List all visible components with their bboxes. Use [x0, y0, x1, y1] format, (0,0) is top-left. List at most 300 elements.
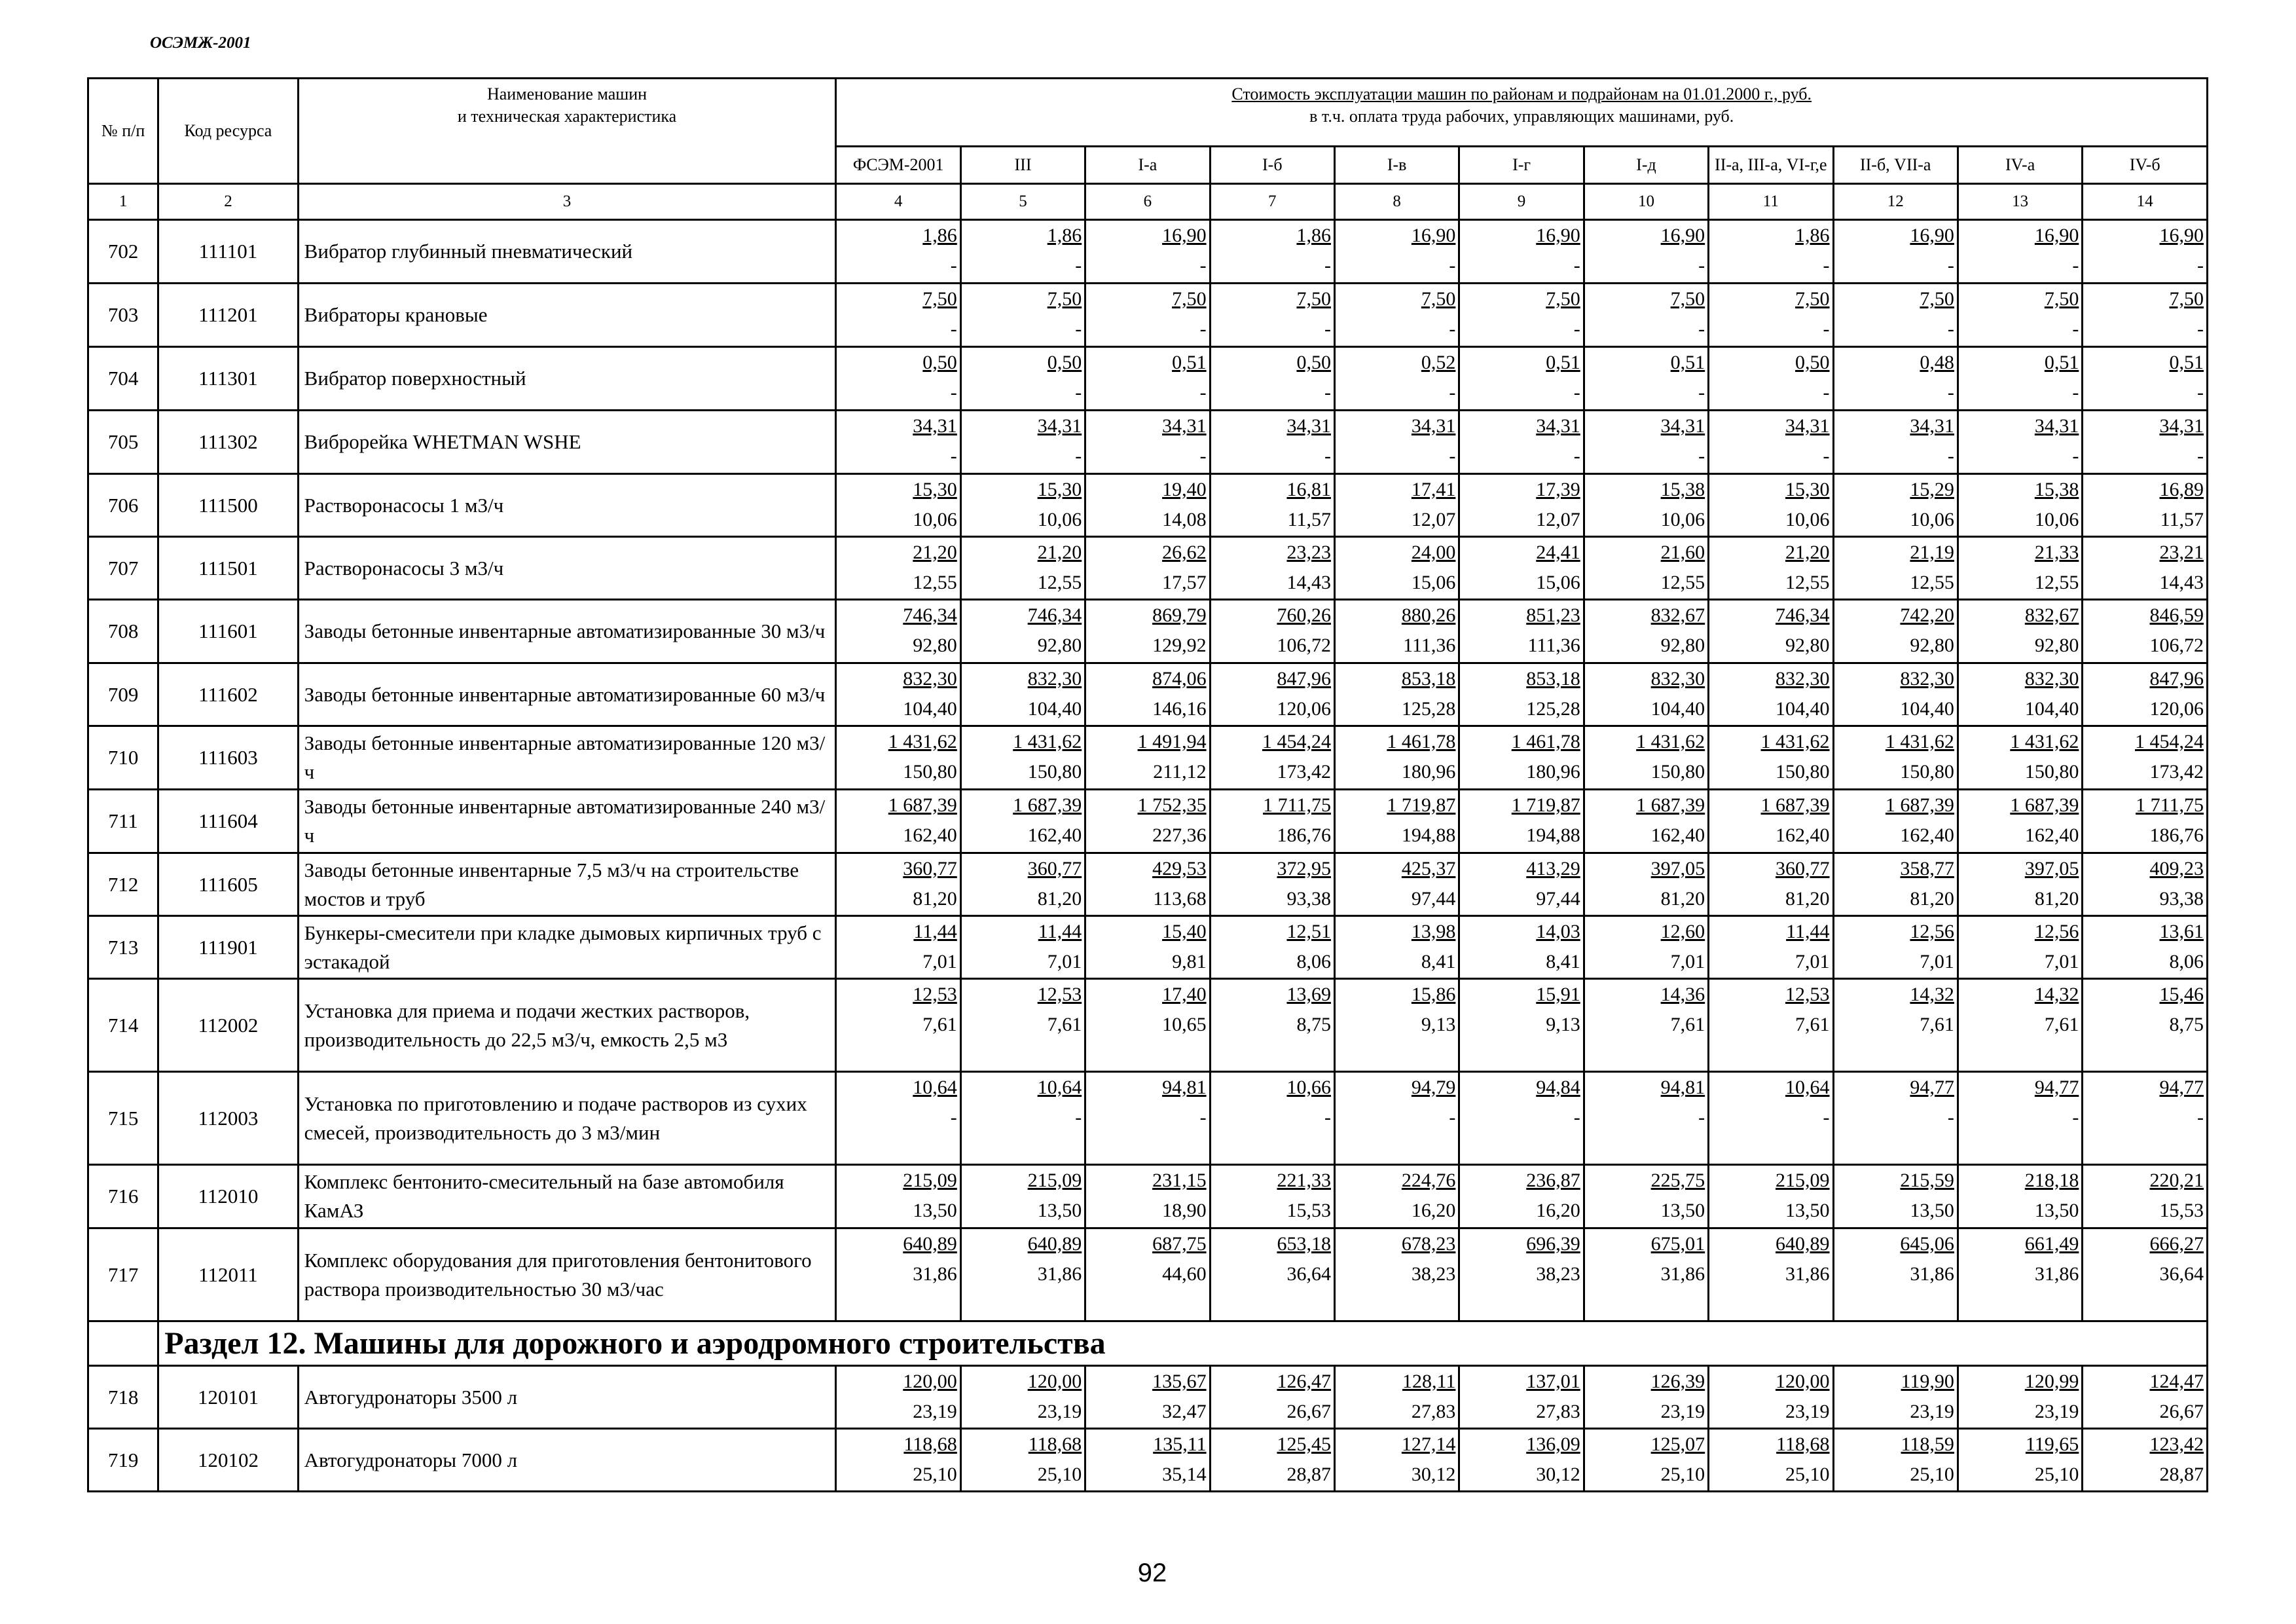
operating-cost: 661,49 [2024, 1233, 2079, 1255]
labor-cost: 7,01 [1670, 951, 1705, 972]
region-header: ФСЭМ-2001 [836, 147, 960, 184]
cost-cell [1334, 347, 1459, 411]
labor-cost: - [1698, 382, 1705, 403]
cost-cell [1958, 916, 2082, 979]
cost-cell [836, 537, 960, 600]
labor-cost: 27,83 [1536, 1401, 1580, 1422]
labor-cost: 28,87 [1286, 1464, 1331, 1485]
operating-cost: 12,51 [1286, 921, 1331, 942]
cost-cell [1709, 1429, 1833, 1492]
labor-cost: 15,53 [1286, 1200, 1331, 1221]
labor-cost: 32,47 [1162, 1401, 1207, 1422]
labor-cost: - [1324, 1107, 1331, 1128]
cost-cell [2083, 1228, 2208, 1321]
machine-name: Вибратор глубинный пневматический [298, 220, 836, 284]
labor-cost: 162,40 [903, 824, 957, 846]
row-number: 718 [88, 1366, 158, 1429]
labor-cost: - [1573, 318, 1580, 340]
cost-cell [1709, 537, 1833, 600]
machine-name: Растворонасосы 1 м3/ч [298, 474, 836, 537]
labor-cost: 92,80 [1785, 635, 1830, 656]
operating-cost: 7,50 [922, 288, 957, 310]
operating-cost: 1 454,24 [1262, 731, 1331, 752]
cost-cell [1833, 1165, 1958, 1228]
operating-cost: 425,37 [1401, 858, 1456, 879]
cost-cell [1833, 1072, 1958, 1165]
labor-cost: - [1075, 445, 1082, 467]
labor-cost: 12,07 [1411, 509, 1456, 530]
labor-cost: 7,61 [1795, 1014, 1830, 1035]
operating-cost: 34,31 [1162, 415, 1207, 437]
cost-cell [1833, 600, 1958, 663]
operating-cost: 358,77 [1900, 858, 1954, 879]
operating-cost: 16,90 [2034, 225, 2079, 246]
labor-cost: 7,01 [1795, 951, 1830, 972]
labor-cost: 13,50 [2034, 1200, 2079, 1221]
labor-cost: - [1199, 382, 1207, 403]
cost-cell [1833, 726, 1958, 790]
operating-cost: 94,81 [1162, 1077, 1207, 1098]
labor-cost: 25,10 [1785, 1464, 1830, 1485]
cost-cell [1085, 1072, 1210, 1165]
cost-cell [1709, 411, 1833, 474]
cost-cell [960, 1072, 1085, 1165]
cost-cell [1709, 663, 1833, 726]
cost-cell [1958, 979, 2082, 1072]
cost-cell [1210, 474, 1334, 537]
labor-cost: 12,55 [913, 572, 957, 593]
operating-cost: 397,05 [2024, 858, 2079, 879]
cost-cell [1085, 411, 1210, 474]
cost-cell [1584, 663, 1708, 726]
cost-cell [960, 663, 1085, 726]
table-row [88, 537, 2208, 600]
operating-cost: 12,60 [1660, 921, 1705, 942]
cost-cell [1459, 853, 1584, 916]
operating-cost: 1 687,39 [888, 794, 957, 816]
operating-cost: 118,68 [1028, 1433, 1082, 1455]
cost-cell [1334, 663, 1459, 726]
resource-code: 111301 [158, 347, 298, 411]
cost-cell [2083, 1165, 2208, 1228]
operating-cost: 1 461,78 [1387, 731, 1456, 752]
machine-name: Заводы бетонные инвентарные автоматизированные 60 м3/ч [298, 663, 836, 726]
resource-code: 111101 [158, 220, 298, 284]
table-row [88, 1429, 2208, 1492]
cost-cell [960, 537, 1085, 600]
cost-cell [1584, 1366, 1708, 1429]
cost-cell [1459, 284, 1584, 347]
cost-cell [1958, 1429, 2082, 1492]
labor-cost: 150,80 [1776, 761, 1830, 783]
operating-cost: 24,00 [1411, 542, 1456, 563]
operating-cost: 1 431,62 [888, 731, 957, 752]
labor-cost: 104,40 [1027, 698, 1082, 720]
labor-cost: - [2072, 318, 2079, 340]
operating-cost: 16,90 [1660, 225, 1705, 246]
labor-cost: 7,61 [1670, 1014, 1705, 1035]
resource-code: 120102 [158, 1429, 298, 1492]
labor-cost: 211,12 [1153, 761, 1207, 783]
cost-cell [1709, 979, 1833, 1072]
labor-cost: 10,06 [2034, 509, 2079, 530]
labor-cost: 104,40 [1650, 698, 1705, 720]
resource-code: 120101 [158, 1366, 298, 1429]
column-number: 11 [1709, 184, 1833, 220]
labor-cost: 18,90 [1162, 1200, 1207, 1221]
table-row [88, 220, 2208, 284]
cost-cell [1334, 979, 1459, 1072]
labor-cost: 113,68 [1153, 888, 1207, 910]
operating-cost: 360,77 [903, 858, 957, 879]
operating-cost: 16,81 [1286, 479, 1331, 500]
operating-cost: 14,36 [1660, 984, 1705, 1005]
labor-cost: - [1324, 255, 1331, 276]
cost-cell [1085, 663, 1210, 726]
labor-cost: 104,40 [903, 698, 957, 720]
operating-cost: 409,23 [2149, 858, 2204, 879]
table-row [88, 284, 2208, 347]
operating-cost: 640,89 [1776, 1233, 1830, 1255]
cost-cell [1709, 600, 1833, 663]
operating-cost: 19,40 [1162, 479, 1207, 500]
operating-cost: 17,39 [1536, 479, 1580, 500]
section-spacer-cell [88, 1321, 158, 1366]
cost-cell [836, 663, 960, 726]
row-number: 717 [88, 1228, 158, 1321]
cost-cell [1459, 979, 1584, 1072]
cost-cell [1210, 790, 1334, 853]
labor-cost: 8,06 [1296, 951, 1331, 972]
labor-cost: - [1698, 318, 1705, 340]
labor-cost: - [1199, 255, 1207, 276]
labor-cost: 14,43 [2159, 572, 2204, 593]
operating-cost: 760,26 [1277, 604, 1331, 626]
cost-cell [1958, 474, 2082, 537]
operating-cost: 15,91 [1536, 984, 1580, 1005]
document-code: ОСЭМЖ-2001 [150, 34, 251, 52]
labor-cost: - [1823, 318, 1830, 340]
operating-cost: 1 687,39 [1885, 794, 1954, 816]
labor-cost: - [1449, 445, 1456, 467]
labor-cost: - [1075, 255, 1082, 276]
cost-cell [1459, 1072, 1584, 1165]
cost-cell [1085, 537, 1210, 600]
operating-cost: 360,77 [1027, 858, 1082, 879]
cost-cell [1334, 726, 1459, 790]
cost-cell [836, 853, 960, 916]
column-number: 10 [1584, 184, 1708, 220]
labor-cost: 28,87 [2159, 1464, 2204, 1485]
operating-cost: 135,11 [1153, 1433, 1207, 1455]
cost-cell [1958, 220, 2082, 284]
row-number: 712 [88, 853, 158, 916]
operating-cost: 0,50 [922, 352, 957, 373]
operating-cost: 1 431,62 [1636, 731, 1705, 752]
cost-cell [1459, 663, 1584, 726]
operating-cost: 16,90 [1910, 225, 1954, 246]
machine-name: Установка по приготовлению и подаче растворов из сухих смесей, производительность до 3 м3/мин [298, 1072, 836, 1165]
labor-cost: - [1573, 255, 1580, 276]
labor-cost: 104,40 [1900, 698, 1954, 720]
row-number: 705 [88, 411, 158, 474]
operating-cost: 15,46 [2159, 984, 2204, 1005]
labor-cost: - [1199, 318, 1207, 340]
cost-cell [1833, 979, 1958, 1072]
operating-cost: 7,50 [1795, 288, 1830, 310]
cost-cell [1833, 916, 1958, 979]
cost-cell [836, 1429, 960, 1492]
cost-cell [1334, 1072, 1459, 1165]
cost-cell [1584, 474, 1708, 537]
cost-cell [1958, 853, 2082, 916]
operating-cost: 696,39 [1526, 1233, 1580, 1255]
cost-cell [1459, 1366, 1584, 1429]
operating-cost: 851,23 [1526, 604, 1580, 626]
labor-cost: - [1947, 255, 1954, 276]
labor-cost: 7,61 [1920, 1014, 1954, 1035]
machine-name: Комплекс оборудования для приготовления бентонитового раствора производительностью 30 м3/час [298, 1228, 836, 1321]
operating-cost: 832,67 [1650, 604, 1705, 626]
cost-cell [836, 600, 960, 663]
labor-cost: 13,50 [1660, 1200, 1705, 1221]
cost-cell [2083, 790, 2208, 853]
cost-cell [960, 726, 1085, 790]
row-number: 709 [88, 663, 158, 726]
operating-cost: 7,50 [2169, 288, 2204, 310]
region-header: II-б, VII-а [1833, 147, 1958, 184]
cost-cell [1958, 1072, 2082, 1165]
labor-cost: 23,19 [1660, 1401, 1705, 1422]
machine-cost-table [87, 77, 2208, 1492]
cost-cell [1210, 663, 1334, 726]
operating-cost: 215,09 [1776, 1170, 1830, 1191]
column-number: 14 [2083, 184, 2208, 220]
labor-cost: - [1823, 255, 1830, 276]
cost-cell [1958, 347, 2082, 411]
cost-cell [836, 220, 960, 284]
operating-cost: 7,50 [1172, 288, 1207, 310]
cost-cell [2083, 220, 2208, 284]
operating-cost: 10,66 [1286, 1077, 1331, 1098]
section-title: Раздел 12. Машины для дорожного и аэродромного строительства [158, 1321, 2208, 1366]
cost-cell [1085, 979, 1210, 1072]
cost-cell [836, 411, 960, 474]
region-header: I-д [1584, 147, 1708, 184]
cost-cell [1459, 474, 1584, 537]
cost-cell [1709, 916, 1833, 979]
column-number: 8 [1334, 184, 1459, 220]
cost-cell [836, 790, 960, 853]
labor-cost: 92,80 [1660, 635, 1705, 656]
labor-cost: 25,10 [913, 1464, 957, 1485]
labor-cost: 30,12 [1536, 1464, 1580, 1485]
operating-cost: 34,31 [1411, 415, 1456, 437]
labor-cost: 81,20 [1660, 888, 1705, 910]
cost-cell [1958, 790, 2082, 853]
cost-cell [1833, 411, 1958, 474]
operating-cost: 220,21 [2149, 1170, 2204, 1191]
labor-cost: 93,38 [2159, 888, 2204, 910]
labor-cost: 150,80 [1027, 761, 1082, 783]
operating-cost: 666,27 [2149, 1233, 2204, 1255]
cost-cell [1584, 726, 1708, 790]
row-number: 710 [88, 726, 158, 790]
operating-cost: 13,61 [2159, 921, 2204, 942]
labor-cost: 14,43 [1286, 572, 1331, 593]
labor-cost: 162,40 [1900, 824, 1954, 846]
cost-cell [960, 1165, 1085, 1228]
row-number: 703 [88, 284, 158, 347]
labor-cost: - [2197, 445, 2204, 467]
labor-cost: 10,65 [1162, 1014, 1207, 1035]
operating-cost: 94,79 [1411, 1077, 1456, 1098]
labor-cost: - [1075, 1107, 1082, 1128]
operating-cost: 14,32 [2034, 984, 2079, 1005]
cost-cell [1459, 790, 1584, 853]
operating-cost: 23,21 [2159, 542, 2204, 563]
labor-cost: 16,20 [1536, 1200, 1580, 1221]
region-header: I-в [1334, 147, 1459, 184]
operating-cost: 21,20 [1037, 542, 1082, 563]
labor-cost: 31,86 [1910, 1263, 1954, 1285]
operating-cost: 7,50 [1421, 288, 1456, 310]
operating-cost: 7,50 [1670, 288, 1705, 310]
labor-cost: 150,80 [1650, 761, 1705, 783]
labor-cost: - [950, 1107, 957, 1128]
resource-code: 112010 [158, 1165, 298, 1228]
operating-cost: 118,68 [903, 1433, 957, 1455]
cost-cell [836, 1228, 960, 1321]
cost-cell [1709, 1072, 1833, 1165]
cost-cell [2083, 916, 2208, 979]
cost-cell [1833, 1366, 1958, 1429]
region-header: I-б [1210, 147, 1334, 184]
resource-code: 111302 [158, 411, 298, 474]
table-row [88, 726, 2208, 790]
labor-cost: 97,44 [1411, 888, 1456, 910]
operating-cost: 746,34 [1027, 604, 1082, 626]
row-number: 713 [88, 916, 158, 979]
operating-cost: 1 687,39 [1636, 794, 1705, 816]
cost-cell [1210, 1429, 1334, 1492]
cost-cell [1833, 1429, 1958, 1492]
operating-cost: 869,79 [1152, 604, 1207, 626]
cost-cell [960, 979, 1085, 1072]
labor-cost: 10,06 [1910, 509, 1954, 530]
labor-cost: 12,55 [1785, 572, 1830, 593]
labor-cost: 7,01 [1047, 951, 1082, 972]
labor-cost: - [1698, 255, 1705, 276]
cost-cell [1833, 1228, 1958, 1321]
cost-cell [1459, 600, 1584, 663]
cost-cell [1210, 411, 1334, 474]
operating-cost: 127,14 [1401, 1433, 1456, 1455]
labor-cost: 8,75 [2169, 1014, 2204, 1035]
operating-cost: 397,05 [1650, 858, 1705, 879]
cost-cell [2083, 600, 2208, 663]
labor-cost: - [1698, 1107, 1705, 1128]
cost-cell [960, 916, 1085, 979]
labor-cost: - [1324, 445, 1331, 467]
cost-cell [1085, 1165, 1210, 1228]
labor-cost: 9,81 [1172, 951, 1207, 972]
table-row [88, 1366, 2208, 1429]
machine-name: Заводы бетонные инвентарные 7,5 м3/ч на строительстве мостов и труб [298, 853, 836, 916]
labor-cost: 7,01 [1920, 951, 1954, 972]
operating-cost: 12,56 [2034, 921, 2079, 942]
operating-cost: 0,50 [1296, 352, 1331, 373]
operating-cost: 23,23 [1286, 542, 1331, 563]
operating-cost: 225,75 [1650, 1170, 1705, 1191]
cost-cell [1958, 1165, 2082, 1228]
operating-cost: 413,29 [1526, 858, 1580, 879]
labor-cost: 23,19 [913, 1401, 957, 1422]
cost-cell [1709, 474, 1833, 537]
labor-cost: 23,19 [2034, 1401, 2079, 1422]
operating-cost: 120,00 [903, 1371, 957, 1392]
machine-name: Автогудронаторы 3500 л [298, 1366, 836, 1429]
cost-cell [836, 347, 960, 411]
cost-cell [1833, 474, 1958, 537]
labor-cost: 13,50 [913, 1200, 957, 1221]
cost-cell [2083, 537, 2208, 600]
resource-code: 111901 [158, 916, 298, 979]
cost-cell [2083, 1429, 2208, 1492]
column-number: 1 [88, 184, 158, 220]
labor-cost: 7,61 [2044, 1014, 2079, 1035]
table-row [88, 790, 2208, 853]
cost-cell [1210, 726, 1334, 790]
operating-cost: 34,31 [1536, 415, 1580, 437]
labor-cost: 25,10 [1037, 1464, 1082, 1485]
cost-cell [1958, 600, 2082, 663]
labor-cost: 23,19 [1785, 1401, 1830, 1422]
operating-cost: 7,50 [1047, 288, 1082, 310]
operating-cost: 17,40 [1162, 984, 1207, 1005]
resource-code: 112011 [158, 1228, 298, 1321]
labor-cost: 11,57 [1287, 509, 1331, 530]
cost-cell [960, 284, 1085, 347]
cost-cell [1958, 1366, 2082, 1429]
labor-cost: 104,40 [1776, 698, 1830, 720]
row-number: 706 [88, 474, 158, 537]
row-number: 719 [88, 1429, 158, 1492]
cost-cell [1584, 1165, 1708, 1228]
labor-cost: - [1449, 1107, 1456, 1128]
labor-cost: 36,64 [1286, 1263, 1331, 1285]
operating-cost: 874,06 [1152, 668, 1207, 690]
labor-cost: - [1947, 382, 1954, 403]
cost-cell [960, 1366, 1085, 1429]
region-header: IV-а [1958, 147, 2082, 184]
cost-cell [960, 1429, 1085, 1492]
labor-cost: 25,10 [1910, 1464, 1954, 1485]
cost-cell [960, 347, 1085, 411]
operating-cost: 1 687,39 [1760, 794, 1830, 816]
cost-cell [1584, 537, 1708, 600]
labor-cost: - [2072, 255, 2079, 276]
labor-cost: 25,10 [1660, 1464, 1705, 1485]
cost-cell [2083, 663, 2208, 726]
cost-cell [1459, 1429, 1584, 1492]
cost-cell [1085, 726, 1210, 790]
labor-cost: - [950, 445, 957, 467]
cost-cell [1584, 1228, 1708, 1321]
cost-cell [1210, 1228, 1334, 1321]
operating-cost: 16,90 [2159, 225, 2204, 246]
operating-cost: 94,77 [2034, 1077, 2079, 1098]
